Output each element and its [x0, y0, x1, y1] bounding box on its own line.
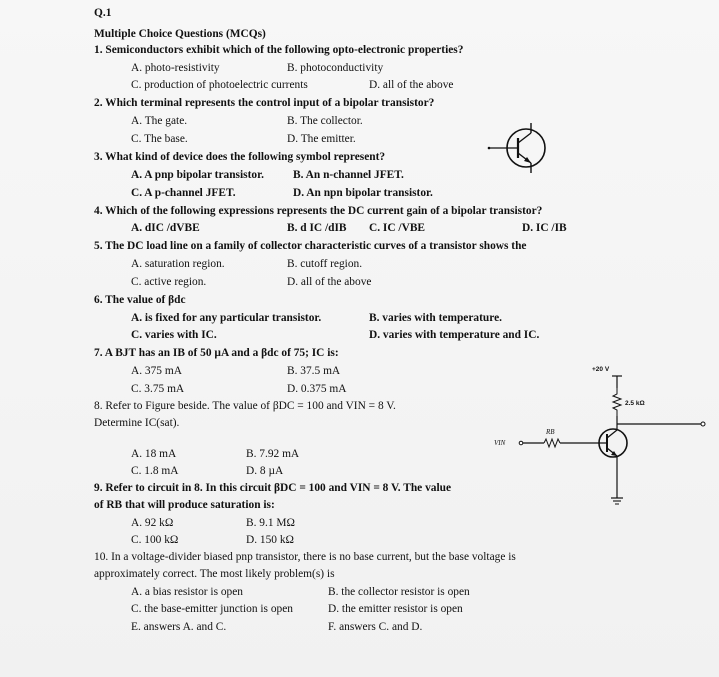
q2-option-d: D. The emitter.: [287, 133, 356, 145]
question-5: 5. The DC load line on a family of collector characteristic curves of a transistor shows the: [94, 240, 527, 252]
question-10-line-2: approximately correct. The most likely problem(s) is: [94, 568, 335, 580]
q1-option-c: C. production of photoelectric currents: [131, 79, 308, 91]
question-10-line-1: 10. In a voltage-divider biased pnp transistor, there is no base current, but the base voltage is: [94, 551, 516, 563]
q8-option-b: B. 7.92 mA: [246, 448, 300, 460]
q5-option-d: D. all of the above: [287, 276, 372, 288]
vcc-label: +20 V: [592, 366, 610, 373]
q9-option-a: A. 92 kΩ: [131, 517, 174, 529]
q9-option-b: B. 9.1 MΩ: [246, 517, 295, 529]
q10-option-b: B. the collector resistor is open: [328, 586, 470, 598]
q5-option-c: C. active region.: [131, 276, 207, 288]
q10-option-c: C. the base-emitter junction is open: [131, 603, 293, 615]
q6-option-d: D. varies with temperature and IC.: [369, 329, 540, 341]
question-8-line-2: Determine IC(sat).: [94, 417, 180, 429]
section-title: Multiple Choice Questions (MCQs): [94, 28, 266, 40]
vin-label: VIN: [494, 439, 506, 447]
question-6: 6. The value of βdc: [94, 294, 186, 306]
question-3: 3. What kind of device does the following symbol represent?: [94, 151, 386, 163]
q9-option-d: D. 150 kΩ: [246, 534, 295, 546]
q10-option-d: D. the emitter resistor is open: [328, 603, 463, 615]
q7-option-c: C. 3.75 mA: [131, 383, 185, 395]
q1-option-b: B. photoconductivity: [287, 62, 384, 74]
q4-option-d: D. IC /IB: [522, 222, 567, 234]
question-9-line-1: 9. Refer to circuit in 8. In this circuit βDC = 100 and VIN = 8 V. The value: [94, 482, 452, 494]
q10-option-f: F. answers C. and D.: [328, 621, 423, 633]
question-9-line-2: of RB that will produce saturation is:: [94, 499, 275, 511]
q1-option-d: D. all of the above: [369, 79, 454, 91]
q2-option-b: B. The collector.: [287, 115, 363, 127]
question-7: 7. A BJT has an IB of 50 µA and a βdc of 75; IC is:: [94, 347, 339, 359]
rc-label: 2.5 kΩ: [625, 400, 645, 407]
question-1: 1. Semiconductors exhibit which of the following opto-electronic properties?: [94, 44, 464, 56]
rb-label: RB: [546, 428, 555, 436]
q9-option-c: C. 100 kΩ: [131, 534, 179, 546]
q8-option-a: A. 18 mA: [131, 448, 177, 460]
npn-transistor-symbol: [484, 120, 554, 176]
q8-option-c: C. 1.8 mA: [131, 465, 179, 477]
q2-option-c: C. The base.: [131, 133, 188, 145]
question-4: 4. Which of the following expressions represents the DC current gain of a bipolar transistor?: [94, 205, 543, 217]
q1-option-a: A. photo-resistivity: [131, 62, 220, 74]
question-number: Q.1: [94, 7, 112, 19]
q10-option-e: E. answers A. and C.: [131, 621, 227, 633]
q6-option-b: B. varies with temperature.: [369, 312, 502, 324]
q7-option-d: D. 0.375 mA: [287, 383, 347, 395]
q3-option-c: C. A p-channel JFET.: [131, 187, 236, 199]
q3-option-b: B. An n-channel JFET.: [293, 169, 404, 181]
q7-option-b: B. 37.5 mA: [287, 365, 341, 377]
q7-option-a: A. 375 mA: [131, 365, 182, 377]
q8-option-d: D. 8 µA: [246, 465, 284, 477]
bjt-circuit-diagram: [480, 358, 710, 518]
q3-option-a: A. A pnp bipolar transistor.: [131, 169, 264, 181]
q10-option-a: A. a bias resistor is open: [131, 586, 243, 598]
question-8-line-1: 8. Refer to Figure beside. The value of βDC = 100 and VIN = 8 V.: [94, 400, 396, 412]
q6-option-c: C. varies with IC.: [131, 329, 217, 341]
q6-option-a: A. is fixed for any particular transistor.: [131, 312, 322, 324]
q5-option-a: A. saturation region.: [131, 258, 225, 270]
q4-option-c: C. IC /VBE: [369, 222, 426, 234]
q4-option-a: A. dIC /dVBE: [131, 222, 200, 234]
q5-option-b: B. cutoff region.: [287, 258, 363, 270]
q2-option-a: A. The gate.: [131, 115, 188, 127]
q4-option-b: B. d IC /dIB: [287, 222, 347, 234]
q3-option-d: D. An npn bipolar transistor.: [293, 187, 433, 199]
question-2: 2. Which terminal represents the control input of a bipolar transistor?: [94, 97, 435, 109]
